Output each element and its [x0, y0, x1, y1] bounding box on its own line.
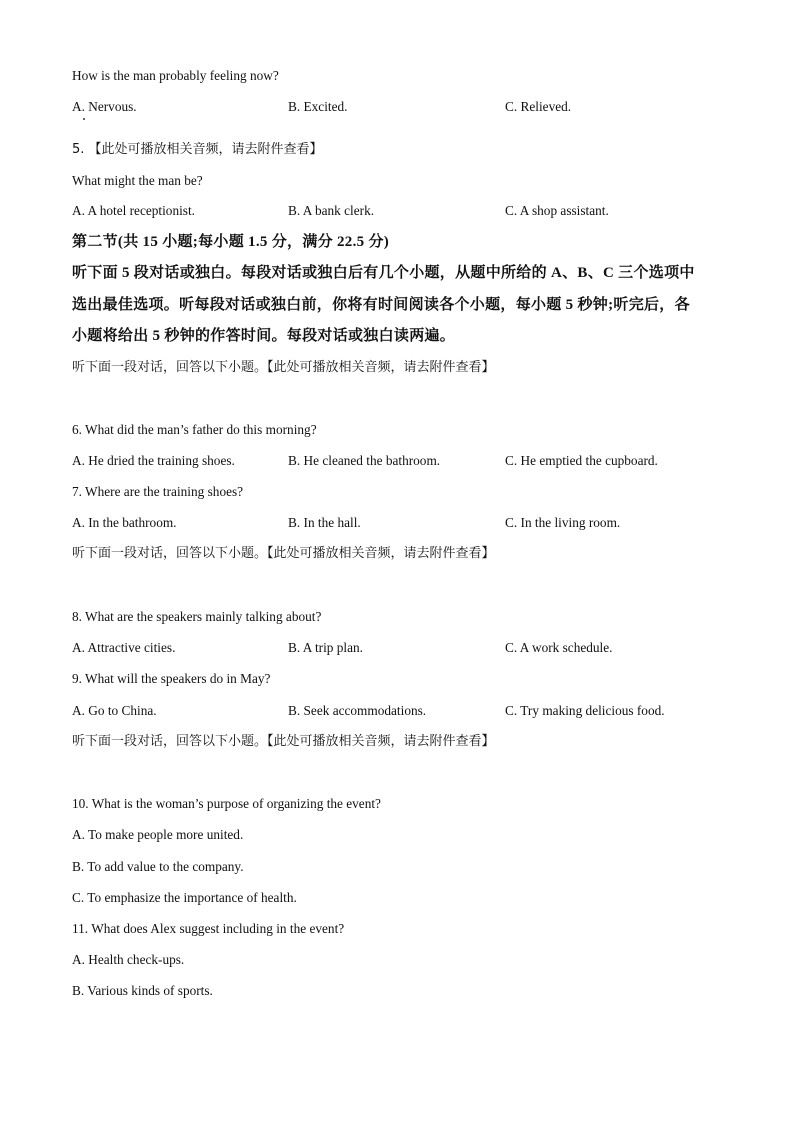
q5-audio-line: 5. 【此处可播放相关音频，请去附件查看】 — [72, 142, 323, 157]
q5-option-b: B. A bank clerk. — [288, 203, 375, 218]
q4-option-b: B. Excited. — [288, 99, 348, 114]
section2-title: 第二节(共 15 小题;每小题 1.5 分，满分 22.5 分) — [72, 234, 390, 250]
q10-option-a: A. To make people more united. — [72, 827, 244, 842]
stray-mark — [83, 118, 85, 120]
q5-stem: What might the man be? — [72, 173, 203, 188]
q7-option-a: A. In the bathroom. — [72, 515, 177, 530]
q9-option-c: C. Try making delicious food. — [505, 703, 665, 718]
q10-stem: 10. What is the woman’s purpose of organizing the event? — [72, 796, 381, 811]
listen-prompt-2: 听下面一段对话，回答以下小题。【此处可播放相关音频，请去附件查看】 — [72, 546, 495, 561]
q5-option-c: C. A shop assistant. — [505, 203, 609, 218]
q11-stem: 11. What does Alex suggest including in the event? — [72, 921, 345, 936]
q11-option-b: B. Various kinds of sports. — [72, 983, 213, 998]
section2-instruction-1: 听下面 5 段对话或独白。每段对话或独白后有几个小题，从题中所给的 A、B、C 三个选项中 — [72, 265, 695, 281]
q9-option-a: A. Go to China. — [72, 703, 157, 718]
q10-option-c: C. To emphasize the importance of health. — [72, 890, 297, 905]
q4-option-a: A. Nervous. — [72, 99, 137, 114]
q6-stem: 6. What did the man’s father do this morning? — [72, 422, 317, 437]
listen-prompt-1: 听下面一段对话，回答以下小题。【此处可播放相关音频，请去附件查看】 — [72, 360, 495, 375]
section2-instruction-2: 选出最佳选项。听每段对话或独白前，你将有时间阅读各个小题，每小题 5 秒钟;听完后，各 — [72, 297, 690, 313]
q10-option-b: B. To add value to the company. — [72, 859, 244, 874]
q8-stem: 8. What are the speakers mainly talking about? — [72, 609, 322, 624]
listen-prompt-3: 听下面一段对话，回答以下小题。【此处可播放相关音频，请去附件查看】 — [72, 734, 495, 749]
q7-option-c: C. In the living room. — [505, 515, 621, 530]
q6-option-a: A. He dried the training shoes. — [72, 453, 235, 468]
q8-option-c: C. A work schedule. — [505, 640, 613, 655]
q4-option-c: C. Relieved. — [505, 99, 572, 114]
q7-option-b: B. In the hall. — [288, 515, 361, 530]
q5-option-a: A. A hotel receptionist. — [72, 203, 195, 218]
q6-option-c: C. He emptied the cupboard. — [505, 453, 658, 468]
q11-option-a: A. Health check-ups. — [72, 952, 185, 967]
q8-option-a: A. Attractive cities. — [72, 640, 176, 655]
q9-option-b: B. Seek accommodations. — [288, 703, 427, 718]
q7-stem: 7. Where are the training shoes? — [72, 484, 244, 499]
q6-option-b: B. He cleaned the bathroom. — [288, 453, 441, 468]
q4-stem: How is the man probably feeling now? — [72, 68, 279, 83]
q8-option-b: B. A trip plan. — [288, 640, 363, 655]
section2-instruction-3: 小题将给出 5 秒钟的作答时间。每段对话或独白读两遍。 — [72, 328, 456, 344]
q9-stem: 9. What will the speakers do in May? — [72, 671, 271, 686]
